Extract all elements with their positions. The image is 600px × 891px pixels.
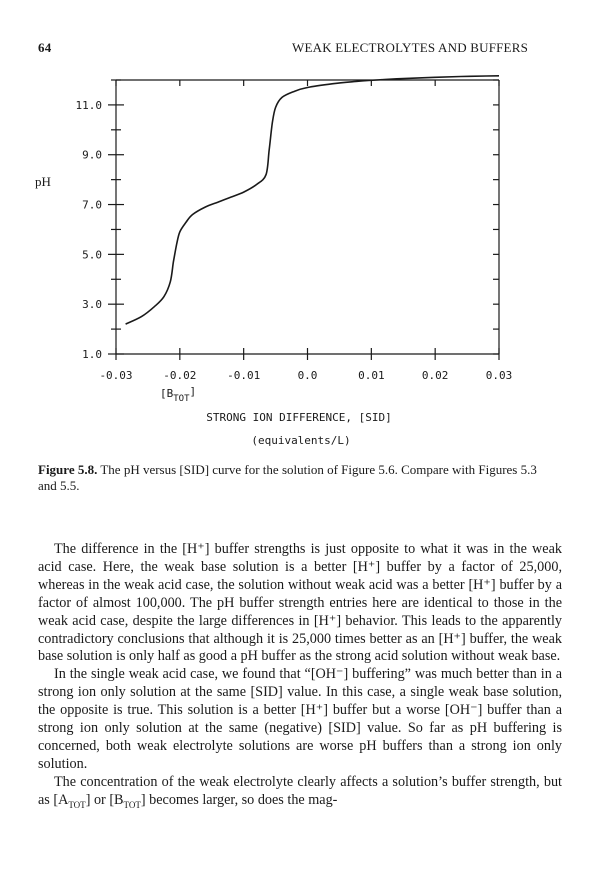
running-title: WEAK ELECTROLYTES AND BUFFERS xyxy=(292,40,528,55)
paragraph-2: In the single weak acid case, we found that “[OH⁻] buffering” was much better than in a strong ion only solution at the same [SID] value. In this case, a single weak base solution, the opposite is true. This solution is a better [H⁺] buffer but a worse [OH⁻] buffer than a strong ion only solution at the same (negative) [SID] value. So far as pH buffering is concerned, both weak electrolyte solutions are worse pH buffers than a strong ion only solution. xyxy=(38,666,562,772)
y-tick-label: 5.0 xyxy=(82,248,102,262)
btot-annotation: $[B_{TOT}]$ xyxy=(160,385,197,404)
x-tick-label: -0.01 xyxy=(227,369,261,382)
series-layer xyxy=(126,76,499,324)
ph-vs-sid-chart xyxy=(0,70,600,460)
figure-caption xyxy=(38,462,558,494)
page-number: 64 xyxy=(38,40,52,55)
x-axis-units: (equivalents/L) xyxy=(251,434,351,447)
y-tick-label: 7.0 xyxy=(82,198,102,212)
y-axis-label: pH xyxy=(35,174,51,189)
y-tick-label: 1.0 xyxy=(82,348,102,361)
caption-text: The pH versus [SID] curve for the solution of Figure 5.6. Compare with Figures 5.3 and 5.5. xyxy=(38,462,537,493)
caption-label: Figure 5.8. xyxy=(38,462,98,477)
chart-frame xyxy=(116,80,499,354)
x-axis-label: STRONG ION DIFFERENCE, [SID] xyxy=(206,411,392,424)
x-tick-label: 0.03 xyxy=(485,369,513,382)
x-tick-label: 0.02 xyxy=(421,369,449,382)
y-tick-label: 9.0 xyxy=(82,148,102,162)
paragraph-1: The difference in the [H⁺] buffer strengths is just opposite to what it was in the weak acid case. Here, the weak base solution is a better [H⁺] buffer by a factor of 25,000, whereas in the weak acid case, the solution without weak acid was a better [H⁺] buffer by a factor of almost 100,000. The pH buffer strength entries here are identical to those in the weak acid case, despite the large differences in [H⁺] behavior. This leads to the apparently contradictory conclusions that although it is 25,000 times better as an [H⁺] buffer, the weak base solution is only half as good a pH buffer as the strong acid solution without weak base. xyxy=(38,541,562,665)
x-axis-ticks xyxy=(99,80,512,382)
x-tick-label: 0.0 xyxy=(297,369,318,382)
x-tick-label: 0.01 xyxy=(358,369,385,382)
x-tick-label: -0.03 xyxy=(99,369,133,382)
paragraph-3: The concentration of the weak electrolyte clearly affects a solution’s buffer strength, but as $[A_{TOT}]$ or $[B_{TOT}]$ becomes larger, so does the mag- xyxy=(38,773,562,810)
body-text xyxy=(38,541,562,814)
y-tick-label: 11.0 xyxy=(75,98,102,112)
x-tick-label: -0.02 xyxy=(163,369,197,382)
ph-curve xyxy=(126,76,499,324)
y-tick-label: 3.0 xyxy=(82,298,102,312)
